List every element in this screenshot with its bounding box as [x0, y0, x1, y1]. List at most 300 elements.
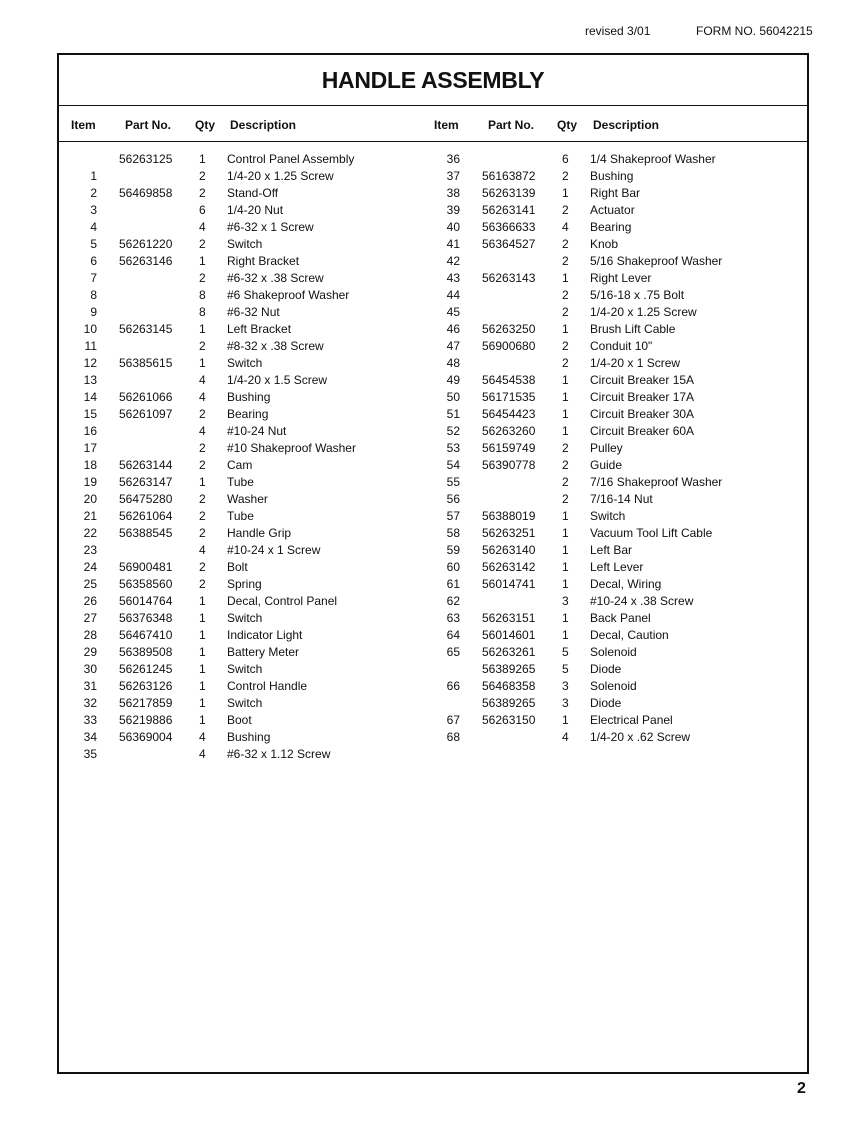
table-row — [422, 695, 782, 712]
part-number: 56014601 — [482, 628, 536, 642]
item-number: 46 — [446, 322, 460, 336]
quantity: 2 — [562, 475, 569, 489]
quantity: 2 — [562, 237, 569, 251]
header-divider — [59, 141, 807, 142]
item-number: 20 — [83, 492, 97, 506]
table-row — [59, 661, 419, 678]
quantity: 1 — [562, 560, 569, 574]
description: Switch — [227, 356, 263, 370]
quantity: 2 — [562, 339, 569, 353]
col-header-part-right: Part No. — [488, 118, 535, 132]
table-row — [59, 508, 419, 525]
part-number: 56014764 — [119, 594, 173, 608]
description: Battery Meter — [227, 645, 300, 659]
table-row — [59, 695, 419, 712]
item-number: 55 — [446, 475, 460, 489]
description: Stand-Off — [227, 186, 279, 200]
description: 7/16-14 Nut — [590, 492, 653, 506]
quantity: 3 — [562, 679, 569, 693]
table-row — [422, 440, 782, 457]
item-number: 44 — [446, 288, 460, 302]
description: Pulley — [590, 441, 623, 455]
table-row — [59, 593, 419, 610]
part-number: 56263143 — [482, 271, 536, 285]
description: Circuit Breaker 30A — [590, 407, 695, 421]
part-number: 56263146 — [119, 254, 173, 268]
table-row — [59, 423, 419, 440]
item-number: 57 — [446, 509, 460, 523]
table-row — [422, 236, 782, 253]
part-number: 56388545 — [119, 526, 173, 540]
table-row — [422, 270, 782, 287]
table-row — [59, 576, 419, 593]
item-number: 19 — [83, 475, 97, 489]
part-number: 56468358 — [482, 679, 536, 693]
item-number: 40 — [446, 220, 460, 234]
item-number: 26 — [83, 594, 97, 608]
quantity: 4 — [199, 390, 206, 404]
item-number: 52 — [446, 424, 460, 438]
description: #6-32 x 1 Screw — [227, 220, 314, 234]
quantity: 1 — [199, 645, 206, 659]
description: Indicator Light — [227, 628, 303, 642]
item-number: 60 — [446, 560, 460, 574]
quantity: 1 — [562, 577, 569, 591]
item-number: 14 — [83, 390, 97, 404]
table-row — [422, 406, 782, 423]
description: #6 Shakeproof Washer — [227, 288, 350, 302]
description: #6-32 Nut — [227, 305, 280, 319]
item-number: 61 — [446, 577, 460, 591]
description: Conduit 10" — [590, 339, 653, 353]
description: 5/16 Shakeproof Washer — [590, 254, 723, 268]
table-row — [422, 185, 782, 202]
quantity: 1 — [562, 407, 569, 421]
table-row — [422, 389, 782, 406]
item-number: 6 — [90, 254, 97, 268]
item-number: 23 — [83, 543, 97, 557]
quantity: 2 — [562, 492, 569, 506]
quantity: 6 — [562, 152, 569, 166]
table-row — [59, 219, 419, 236]
parts-list-frame — [57, 53, 809, 1074]
quantity: 8 — [199, 288, 206, 302]
part-number: 56358560 — [119, 577, 173, 591]
part-number: 56900481 — [119, 560, 173, 574]
table-row — [59, 151, 419, 168]
quantity: 1 — [199, 475, 206, 489]
part-number: 56217859 — [119, 696, 173, 710]
quantity: 2 — [199, 441, 206, 455]
form-number: FORM NO. 56042215 — [696, 24, 813, 38]
quantity: 2 — [199, 509, 206, 523]
quantity: 1 — [562, 611, 569, 625]
part-number: 56263142 — [482, 560, 536, 574]
table-row — [422, 491, 782, 508]
quantity: 4 — [562, 220, 569, 234]
title-divider — [59, 105, 807, 106]
quantity: 2 — [199, 237, 206, 251]
item-number: 31 — [83, 679, 97, 693]
part-number: 56219886 — [119, 713, 173, 727]
part-number: 56263141 — [482, 203, 536, 217]
item-number: 32 — [83, 696, 97, 710]
table-row — [422, 559, 782, 576]
part-number: 56376348 — [119, 611, 173, 625]
table-row — [422, 304, 782, 321]
col-header-desc-right: Description — [593, 118, 660, 132]
part-number: 56385615 — [119, 356, 173, 370]
quantity: 1 — [199, 322, 206, 336]
item-number: 2 — [90, 186, 97, 200]
description: Solenoid — [590, 679, 637, 693]
description: Diode — [590, 696, 622, 710]
item-number: 10 — [83, 322, 97, 336]
item-number: 47 — [446, 339, 460, 353]
item-number: 51 — [446, 407, 460, 421]
description: Circuit Breaker 17A — [590, 390, 695, 404]
description: Vacuum Tool Lift Cable — [590, 526, 713, 540]
table-row — [422, 712, 782, 729]
quantity: 2 — [199, 458, 206, 472]
table-row — [422, 627, 782, 644]
description: 7/16 Shakeproof Washer — [590, 475, 723, 489]
description: 1/4-20 x 1.25 Screw — [227, 169, 334, 183]
quantity: 1 — [562, 526, 569, 540]
part-number: 56261245 — [119, 662, 173, 676]
description: Guide — [590, 458, 623, 472]
table-row — [59, 525, 419, 542]
quantity: 2 — [562, 288, 569, 302]
quantity: 1 — [562, 509, 569, 523]
parts-table-left — [59, 151, 419, 763]
table-row — [59, 746, 419, 763]
col-header-item-left: Item — [71, 118, 96, 132]
table-row — [59, 457, 419, 474]
table-row — [422, 151, 782, 168]
part-number: 56171535 — [482, 390, 536, 404]
item-number: 5 — [90, 237, 97, 251]
part-number: 56369004 — [119, 730, 173, 744]
table-row — [59, 236, 419, 253]
item-number: 48 — [446, 356, 460, 370]
description: Knob — [590, 237, 619, 251]
part-number: 56467410 — [119, 628, 173, 642]
quantity: 1 — [562, 390, 569, 404]
part-number: 56900680 — [482, 339, 536, 353]
part-number: 56263260 — [482, 424, 536, 438]
item-number: 21 — [83, 509, 97, 523]
description: #10 Shakeproof Washer — [227, 441, 356, 455]
item-number: 1 — [90, 169, 97, 183]
item-number: 45 — [446, 305, 460, 319]
description: Bearing — [590, 220, 632, 234]
table-row — [59, 321, 419, 338]
item-number: 65 — [446, 645, 460, 659]
part-number: 56475280 — [119, 492, 173, 506]
description: Boot — [227, 713, 252, 727]
description: Washer — [227, 492, 268, 506]
quantity: 2 — [562, 356, 569, 370]
description: Left Lever — [590, 560, 644, 574]
description: Circuit Breaker 15A — [590, 373, 695, 387]
quantity: 2 — [562, 441, 569, 455]
description: Tube — [227, 509, 254, 523]
table-row — [59, 406, 419, 423]
item-number: 24 — [83, 560, 97, 574]
quantity: 1 — [562, 373, 569, 387]
quantity: 1 — [199, 594, 206, 608]
quantity: 2 — [199, 526, 206, 540]
item-number: 39 — [446, 203, 460, 217]
item-number: 62 — [446, 594, 460, 608]
description: Switch — [227, 696, 263, 710]
quantity: 4 — [562, 730, 569, 744]
table-row — [59, 542, 419, 559]
table-row — [59, 712, 419, 729]
table-row — [59, 338, 419, 355]
item-number: 22 — [83, 526, 97, 540]
item-number: 4 — [90, 220, 97, 234]
page-title: HANDLE ASSEMBLY — [321, 67, 545, 93]
quantity: 1 — [199, 254, 206, 268]
quantity: 5 — [562, 645, 569, 659]
quantity: 2 — [199, 407, 206, 421]
table-row — [59, 474, 419, 491]
item-number: 66 — [446, 679, 460, 693]
quantity: 3 — [562, 594, 569, 608]
description: Circuit Breaker 60A — [590, 424, 695, 438]
item-number: 58 — [446, 526, 460, 540]
description: Electrical Panel — [590, 713, 673, 727]
part-number: 56364527 — [482, 237, 536, 251]
description: Actuator — [590, 203, 635, 217]
item-number: 15 — [83, 407, 97, 421]
item-number: 3 — [90, 203, 97, 217]
table-row — [59, 372, 419, 389]
part-number: 56163872 — [482, 169, 536, 183]
description: 1/4-20 x 1.25 Screw — [590, 305, 697, 319]
item-number: 13 — [83, 373, 97, 387]
description: #10-24 Nut — [227, 424, 287, 438]
item-number: 11 — [84, 339, 97, 353]
table-row — [59, 729, 419, 746]
description: 5/16-18 x .75 Bolt — [590, 288, 685, 302]
description: Control Handle — [227, 679, 308, 693]
col-header-part-left: Part No. — [125, 118, 172, 132]
part-number: 56261097 — [119, 407, 173, 421]
quantity: 4 — [199, 220, 206, 234]
table-row — [59, 644, 419, 661]
table-row — [422, 202, 782, 219]
table-row — [422, 355, 782, 372]
part-number: 56261064 — [119, 509, 173, 523]
description: Right Bracket — [227, 254, 300, 268]
table-row — [422, 287, 782, 304]
part-number: 56263139 — [482, 186, 536, 200]
description: Bolt — [227, 560, 248, 574]
quantity: 1 — [199, 713, 206, 727]
item-number: 41 — [446, 237, 460, 251]
quantity: 2 — [562, 254, 569, 268]
description: Spring — [227, 577, 262, 591]
table-row — [422, 423, 782, 440]
item-number: 50 — [446, 390, 460, 404]
quantity: 1 — [199, 356, 206, 370]
part-number: 56389265 — [482, 662, 536, 676]
quantity: 2 — [199, 560, 206, 574]
item-number: 27 — [83, 611, 97, 625]
item-number: 43 — [446, 271, 460, 285]
description: #8-32 x .38 Screw — [227, 339, 324, 353]
item-number: 30 — [83, 662, 97, 676]
item-number: 37 — [446, 169, 460, 183]
part-number: 56263251 — [482, 526, 536, 540]
description: Cam — [227, 458, 253, 472]
item-number: 29 — [83, 645, 97, 659]
part-number: 56263145 — [119, 322, 173, 336]
part-number: 56159749 — [482, 441, 536, 455]
quantity: 1 — [562, 271, 569, 285]
part-number: 56263250 — [482, 322, 536, 336]
part-number: 56263261 — [482, 645, 536, 659]
table-row — [422, 219, 782, 236]
quantity: 2 — [199, 186, 206, 200]
parts-table-right — [422, 151, 782, 746]
part-number: 56454423 — [482, 407, 536, 421]
quantity: 2 — [562, 458, 569, 472]
item-number: 16 — [83, 424, 97, 438]
description: Switch — [227, 237, 263, 251]
quantity: 1 — [199, 611, 206, 625]
part-number: 56389508 — [119, 645, 173, 659]
quantity: 1 — [562, 424, 569, 438]
description: Right Bar — [590, 186, 641, 200]
col-header-item-right: Item — [434, 118, 459, 132]
table-row — [59, 185, 419, 202]
item-number: 59 — [446, 543, 460, 557]
part-number: 56263150 — [482, 713, 536, 727]
description: Decal, Wiring — [590, 577, 662, 591]
part-number: 56388019 — [482, 509, 536, 523]
table-row — [422, 593, 782, 610]
table-row — [59, 253, 419, 270]
description: Switch — [227, 662, 263, 676]
quantity: 4 — [199, 543, 206, 557]
description: Bushing — [227, 730, 271, 744]
page-number: 2 — [797, 1080, 806, 1097]
table-row — [422, 474, 782, 491]
table-row — [59, 610, 419, 627]
table-row — [59, 304, 419, 321]
part-number: 56390778 — [482, 458, 536, 472]
item-number: 28 — [83, 628, 97, 642]
quantity: 2 — [199, 271, 206, 285]
quantity: 2 — [562, 169, 569, 183]
table-row — [59, 202, 419, 219]
description: 1/4 Shakeproof Washer — [590, 152, 716, 166]
quantity: 1 — [562, 713, 569, 727]
part-number: 56366633 — [482, 220, 536, 234]
table-row — [59, 355, 419, 372]
table-row — [422, 525, 782, 542]
table-row — [59, 270, 419, 287]
table-row — [59, 440, 419, 457]
part-number: 56389265 — [482, 696, 536, 710]
quantity: 1 — [199, 679, 206, 693]
description: Tube — [227, 475, 254, 489]
description: Brush Lift Cable — [590, 322, 676, 336]
table-row — [59, 627, 419, 644]
item-number: 12 — [83, 356, 97, 370]
quantity: 1 — [199, 696, 206, 710]
description: 1/4-20 x 1.5 Screw — [227, 373, 328, 387]
item-number: 7 — [90, 271, 97, 285]
quantity: 1 — [562, 628, 569, 642]
part-number: 56263147 — [119, 475, 173, 489]
description: Diode — [590, 662, 622, 676]
item-number: 54 — [446, 458, 460, 472]
quantity: 2 — [199, 339, 206, 353]
part-number: 56263151 — [482, 611, 536, 625]
description: #10-24 x .38 Screw — [590, 594, 694, 608]
part-number: 56261066 — [119, 390, 173, 404]
item-number: 9 — [90, 305, 97, 319]
quantity: 1 — [562, 543, 569, 557]
quantity: 5 — [562, 662, 569, 676]
quantity: 6 — [199, 203, 206, 217]
item-number: 68 — [446, 730, 460, 744]
description: 1/4-20 Nut — [227, 203, 284, 217]
table-row — [422, 644, 782, 661]
description: #6-32 x .38 Screw — [227, 271, 324, 285]
item-number: 56 — [446, 492, 460, 506]
part-number: 56261220 — [119, 237, 173, 251]
col-header-qty-right: Qty — [557, 118, 578, 132]
description: Switch — [590, 509, 626, 523]
table-row — [422, 253, 782, 270]
description: Bushing — [227, 390, 271, 404]
table-row — [59, 389, 419, 406]
table-row — [422, 338, 782, 355]
description: Control Panel Assembly — [227, 152, 355, 166]
table-row — [59, 168, 419, 185]
item-number: 53 — [446, 441, 460, 455]
table-row — [422, 457, 782, 474]
table-row — [422, 678, 782, 695]
quantity: 4 — [199, 747, 206, 761]
part-number: 56263144 — [119, 458, 173, 472]
quantity: 4 — [199, 730, 206, 744]
table-row — [422, 610, 782, 627]
item-number: 18 — [83, 458, 97, 472]
quantity: 2 — [562, 305, 569, 319]
quantity: 1 — [199, 152, 206, 166]
item-number: 64 — [446, 628, 460, 642]
quantity: 1 — [562, 322, 569, 336]
part-number: 56469858 — [119, 186, 173, 200]
description: Decal, Control Panel — [227, 594, 338, 608]
item-number: 67 — [446, 713, 460, 727]
item-number: 33 — [83, 713, 97, 727]
item-number: 42 — [446, 254, 460, 268]
description: Right Lever — [590, 271, 652, 285]
description: Back Panel — [590, 611, 651, 625]
description: Bearing — [227, 407, 269, 421]
item-number: 38 — [446, 186, 460, 200]
description: Switch — [227, 611, 263, 625]
table-row — [422, 576, 782, 593]
